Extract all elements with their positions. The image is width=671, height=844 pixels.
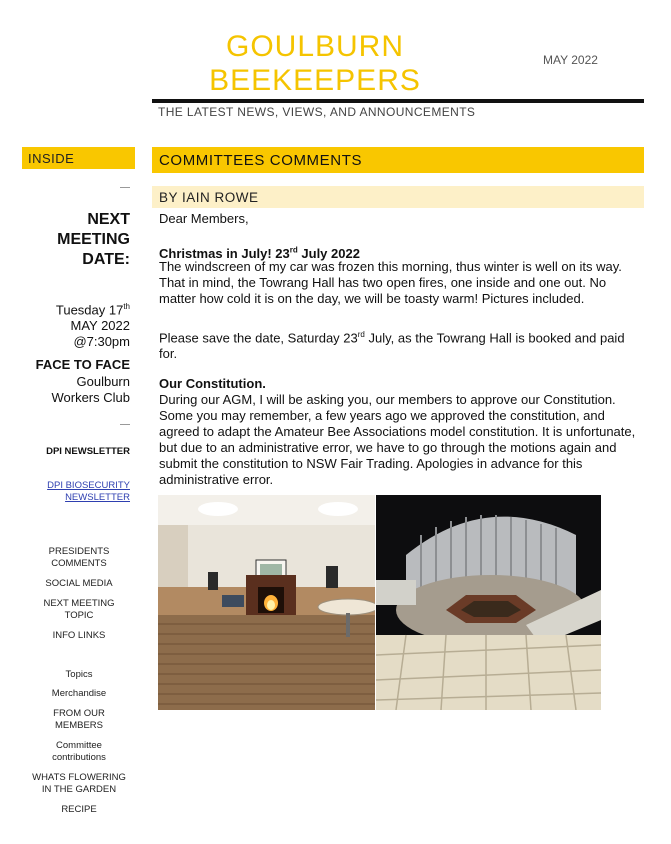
nav-label[interactable]: Committee	[56, 740, 102, 751]
nav-label[interactable]: Topics	[65, 669, 93, 680]
nav-label[interactable]: RECIPE	[61, 804, 97, 815]
newsletter-title	[200, 30, 430, 98]
byline-bar	[152, 186, 644, 208]
meeting-day-text: Tuesday 17	[55, 302, 124, 318]
nav-label[interactable]: PRESIDENTS	[48, 546, 110, 557]
meeting-day	[22, 299, 130, 318]
venue-line-2: Workers Club	[51, 390, 130, 405]
meeting-venue	[22, 374, 130, 406]
divider	[120, 424, 130, 425]
nav-label[interactable]: NEXT MEETING	[43, 598, 115, 609]
face-to-face-title: FACE TO FACE	[35, 357, 130, 372]
nav-recipe[interactable]	[18, 804, 140, 816]
meeting-month: MAY 2022	[70, 318, 130, 334]
meeting-day-suffix: th	[123, 302, 130, 311]
nav-label[interactable]: IN THE GARDEN	[41, 784, 117, 795]
dpi-link-line-2[interactable]: NEWSLETTER	[65, 492, 130, 503]
issue-date: MAY 2022	[543, 53, 598, 67]
nav-info-links[interactable]	[18, 630, 140, 642]
next-meeting-line-1: NEXT	[87, 211, 130, 228]
paragraph-text: July, as the Towrang Hall is booked and paid for.	[159, 330, 625, 362]
nav-committee-contributions[interactable]	[18, 740, 140, 764]
nav-next-meeting-topic[interactable]	[18, 598, 140, 622]
constitution-heading: Our Constitution.	[159, 376, 266, 391]
inside-label: INSIDE	[28, 151, 75, 166]
nav-label[interactable]: SOCIAL MEDIA	[45, 578, 113, 589]
nav-label[interactable]: Merchandise	[51, 688, 107, 699]
byline: BY IAIN ROWE	[159, 190, 259, 205]
paragraph-suffix: rd	[357, 330, 365, 339]
meeting-datetime	[22, 299, 130, 350]
heading-suffix: rd	[289, 246, 298, 255]
section-title: COMMITTEES COMMENTS	[159, 152, 363, 169]
nav-label[interactable]: contributions	[52, 752, 106, 763]
hall-interior-photo	[158, 495, 375, 710]
title-line-1: GOULBURN	[225, 30, 405, 63]
nav-label[interactable]: FROM OUR	[53, 708, 105, 719]
christmas-paragraph: The windscreen of my car was frozen this morning, thus winter is well on its way. That in mind, the Towrang Hall has two open fires, one inside and one out. No matter how cold it is on the day, we will be toasty warm! Pictures included.	[159, 259, 622, 306]
nav-label[interactable]: COMMENTS	[51, 558, 107, 569]
section-header	[152, 147, 644, 173]
dpi-link-line-1[interactable]: DPI BIOSECURITY	[47, 480, 130, 491]
dpi-biosecurity-link[interactable]	[22, 480, 130, 504]
nav-presidents-comments[interactable]	[18, 546, 140, 570]
dpi-newsletter-title: DPI NEWSLETTER	[46, 446, 130, 457]
nav-label[interactable]: TOPIC	[64, 610, 94, 621]
next-meeting-line-2: MEETING	[57, 231, 130, 248]
nav-from-our-members[interactable]	[18, 708, 140, 732]
nav-whats-flowering[interactable]	[18, 772, 140, 796]
greeting: Dear Members,	[159, 211, 249, 226]
outdoor-firepit-photo	[376, 495, 601, 710]
nav-merchandise[interactable]	[18, 688, 140, 700]
outdoor-firepit-image	[376, 495, 601, 710]
next-meeting-heading	[22, 210, 130, 270]
save-date-paragraph	[159, 327, 639, 362]
heading-text: Christmas in July! 23	[159, 246, 290, 262]
nav-label[interactable]: WHATS FLOWERING	[32, 772, 126, 783]
constitution-paragraph: During our AGM, I will be asking you, our members to approve our Constitution. Some you may remember, a few years ago we approved the constitution, and agreed to adapt the Amateur Bee Associations model constitution. It is unfortunate, but due to an administrative error, we have to go through the motions again and submit the constitution to NSW Fair Trading. Apologies in advance for this administrative error.	[159, 392, 636, 487]
nav-label[interactable]: INFO LINKS	[52, 630, 106, 641]
tagline: THE LATEST NEWS, VIEWS, AND ANNOUNCEMENTS	[158, 105, 476, 119]
nav-social-media[interactable]	[18, 578, 140, 590]
paragraph-text: Please save the date, Saturday 23	[159, 330, 358, 346]
inside-header	[22, 147, 135, 169]
next-meeting-line-3: DATE:	[82, 251, 130, 268]
header-rule	[152, 99, 644, 103]
title-line-2: BEEKEEPERS	[209, 64, 421, 97]
nav-label[interactable]: MEMBERS	[54, 720, 104, 731]
hall-interior-image	[158, 495, 375, 710]
meeting-time: @7:30pm	[73, 334, 130, 350]
venue-line-1: Goulburn	[76, 374, 130, 389]
heading-text: July 2022	[297, 246, 360, 262]
nav-topics[interactable]	[18, 669, 140, 681]
divider	[120, 187, 130, 188]
